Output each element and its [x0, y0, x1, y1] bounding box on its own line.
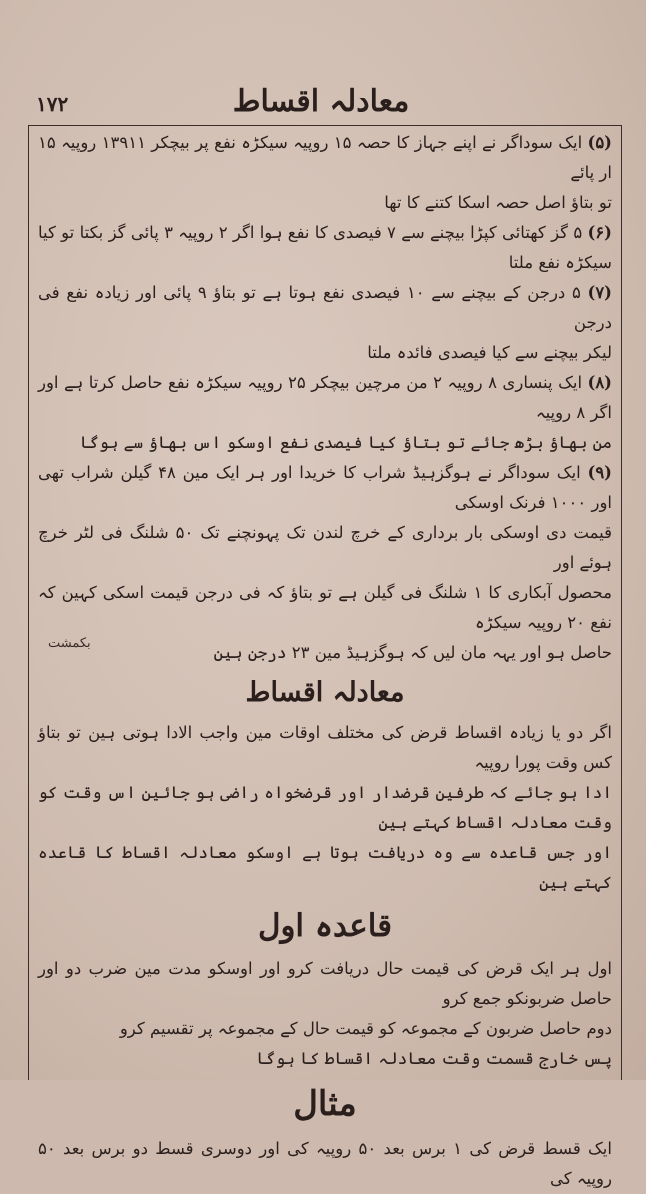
running-title: معادلہ اقساط	[232, 84, 410, 119]
page-header	[36, 84, 606, 124]
rule-heading: قاعدہ اول	[257, 908, 393, 944]
question-7-line-1: (۷) ۵ درجن کے بیچنے سے ۱۰ فیصدی نفع ہوتا ہے تو بتاؤ ۹ پائی اور زیادہ نفع فی درجن	[38, 283, 612, 332]
rule-line-2: دوم حاصل ضربون کے مجموعہ کو قیمت حال کے مجموعہ پر تقسیم کرو	[119, 1019, 612, 1038]
question-number: (۶)	[587, 223, 612, 242]
example-heading: مثال	[293, 1084, 357, 1124]
question-number: (۸)	[587, 373, 612, 392]
example-line: ایک قسط قرض کی ۱ برس بعد ۵۰ روپیہ کی اور دوسری قسط دو برس بعد ۵۰ روپیہ کی	[38, 1139, 612, 1188]
question-5-line-1: (۵) ایک سوداگر نے اپنے جہاز کا حصہ ۱۵ روپیہ سیکڑہ نفع پر بیچکر ۱۳۹۱۱ روپیہ ۱۵ ار پائے	[38, 133, 612, 182]
question-7-line-2: لیکر بیچنے سے کیا فیصدی فائدہ ملتا	[367, 343, 612, 362]
question-6-line-1: (۶) ۵ گز کھتائی کپڑا بیچنے سے ۷ فیصدی کا نفع ہوا اگر ۲ روپیہ ۳ پائی گز بکتا تو کیا سیکڑہ نفع ملتا	[38, 223, 612, 272]
intro-line-1: اگر دو یا زیادہ اقساط قرض کی مختلف اوقات مین واجب الادا ہوتی ہین تو بتاؤ کس وقت پورا روپیہ	[38, 723, 612, 772]
section-heading: معادلہ اقساط	[245, 677, 405, 708]
question-9-line-4: حاصل ہو اور یہہ مان لیں کہ ہوگزہیڈ مین ۲۳ درجن ہین	[213, 643, 612, 662]
rule-line-3: پس خارج قسمت وقت معادلہ اقساط کا ہوگا	[256, 1049, 612, 1068]
question-5-line-2: تو بتاؤ اصل حصہ اسکا کتنے کا تھا	[384, 193, 612, 212]
question-number: (۹)	[587, 463, 612, 482]
margin-gloss: بکمشت	[48, 636, 91, 651]
intro-line-3: اور جس قاعدہ سے وہ دریافت ہوتا ہے اوسکو معادلہ اقساط کا قاعدہ کہتے ہین	[38, 843, 612, 892]
question-number: (۵)	[587, 133, 612, 152]
question-9-line-1: (۹) ایک سوداگر نے ہوگزہیڈ شراب کا خریدا اور ہر ایک مین ۴۸ گیلن شراب تھی اور ۱۰۰۰ فرنک اوسکی	[38, 463, 612, 512]
question-8-line-1: (۸) ایک پنساری ۸ روپیہ ۲ من مرچین بیچکر ۲۵ روپیہ سیکڑہ نفع حاصل کرتا ہے اور اگر ۸ روپیہ	[38, 373, 612, 422]
question-number: (۷)	[587, 283, 612, 302]
question-9-line-3: محصول آبکاری کا ۱ شلنگ فی گیلن ہے تو بتاؤ کہ فی درجن قیمت اسکی کہین کہ نفع ۲۰ روپیہ سیکڑہ	[38, 583, 612, 632]
question-9-line-2: قیمت دی اوسکی بار برداری کے خرچ لندن تک پہونچنے تک ۵۰ شلنگ فی لٹر خرچ ہوئے اور	[38, 523, 612, 572]
intro-line-2: ادا ہو جائے کہ طرفین قرضدار اور قرضخواہ راضی ہو جائین اس وقت کو وقت معادلہ اقساط کہتے ہین	[38, 783, 612, 832]
page-number: ۱۷۲	[36, 92, 69, 116]
question-8-line-2: من بھاؤ بڑھ جائے تو بتاؤ کیا فیصدی نفع اوسکو اس بھاؤ سے ہوگا	[79, 433, 612, 452]
body-text	[32, 128, 618, 1194]
rule-line-1: اول ہر ایک قرض کی قیمت حال دریافت کرو اور اوسکو مدت مین ضرب دو اور حاصل ضربونکو جمع کرو	[38, 959, 612, 1008]
